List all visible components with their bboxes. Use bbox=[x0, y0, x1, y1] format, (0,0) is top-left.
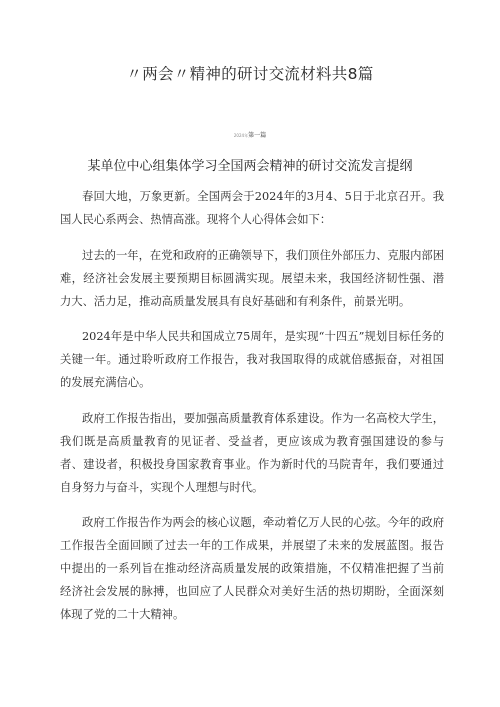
paragraph: 政府工作报告作为两会的核心议题，牵动着亿万人民的心弦。今年的政府工作报告全面回顾了过去一年的工作成果，并展望了未来的发展蓝图。报告中提出的一系列旨在推动经济高质量发展的政策措施，不仅精准把握了当前经济社会发展的脉搏，也回应了人民群众对美好生活的热切期盼，全面深刻体现了党的二十大精神。 bbox=[60, 516, 444, 621]
article-body bbox=[60, 185, 444, 639]
section-prefix: 2024年 bbox=[233, 133, 249, 138]
paragraph: 过去的一年，在党和政府的正确领导下，我们顶住外部压力、克服内部困难，经济社会发展主要预期目标圆满实现。展望未来，我国经济韧性强、潜力大、活力足，推动高质量发展具有良好基础和有利条件，前景光明。 bbox=[60, 248, 444, 308]
document-title: 〃两会〃精神的研讨交流材料共8篇 bbox=[126, 65, 374, 83]
paragraph: 政府工作报告指出，要加强高质量教育体系建设。作为一名高校大学生，我们既是高质量教育的见证者、受益者，更应该成为教育强国建设的参与者、建设者，积极投身国家教育事业。作为新时代的马院青年，我们要通过自身努力与奋斗，实现个人理想与时代。 bbox=[60, 411, 444, 494]
article-subtitle: 某单位中心组集体学习全国两会精神的研讨交流发言提纲 bbox=[87, 159, 413, 174]
section-label bbox=[0, 130, 500, 139]
section-label-text: 第一篇 bbox=[248, 132, 267, 139]
paragraph: 2024年是中华人民共和国成立75周年，是实现“十四五”规划目标任务的关键一年。通过聆听政府工作报告，我对我国取得的成就倍感振奋，对祖国的发展充满信心。 bbox=[60, 330, 444, 389]
paragraph: 春回大地，万象更新。全国两会于2024年的3月4、5日于北京召开。我国人民心系两会、热情高涨。现将个人心得体会如下： bbox=[60, 190, 444, 226]
